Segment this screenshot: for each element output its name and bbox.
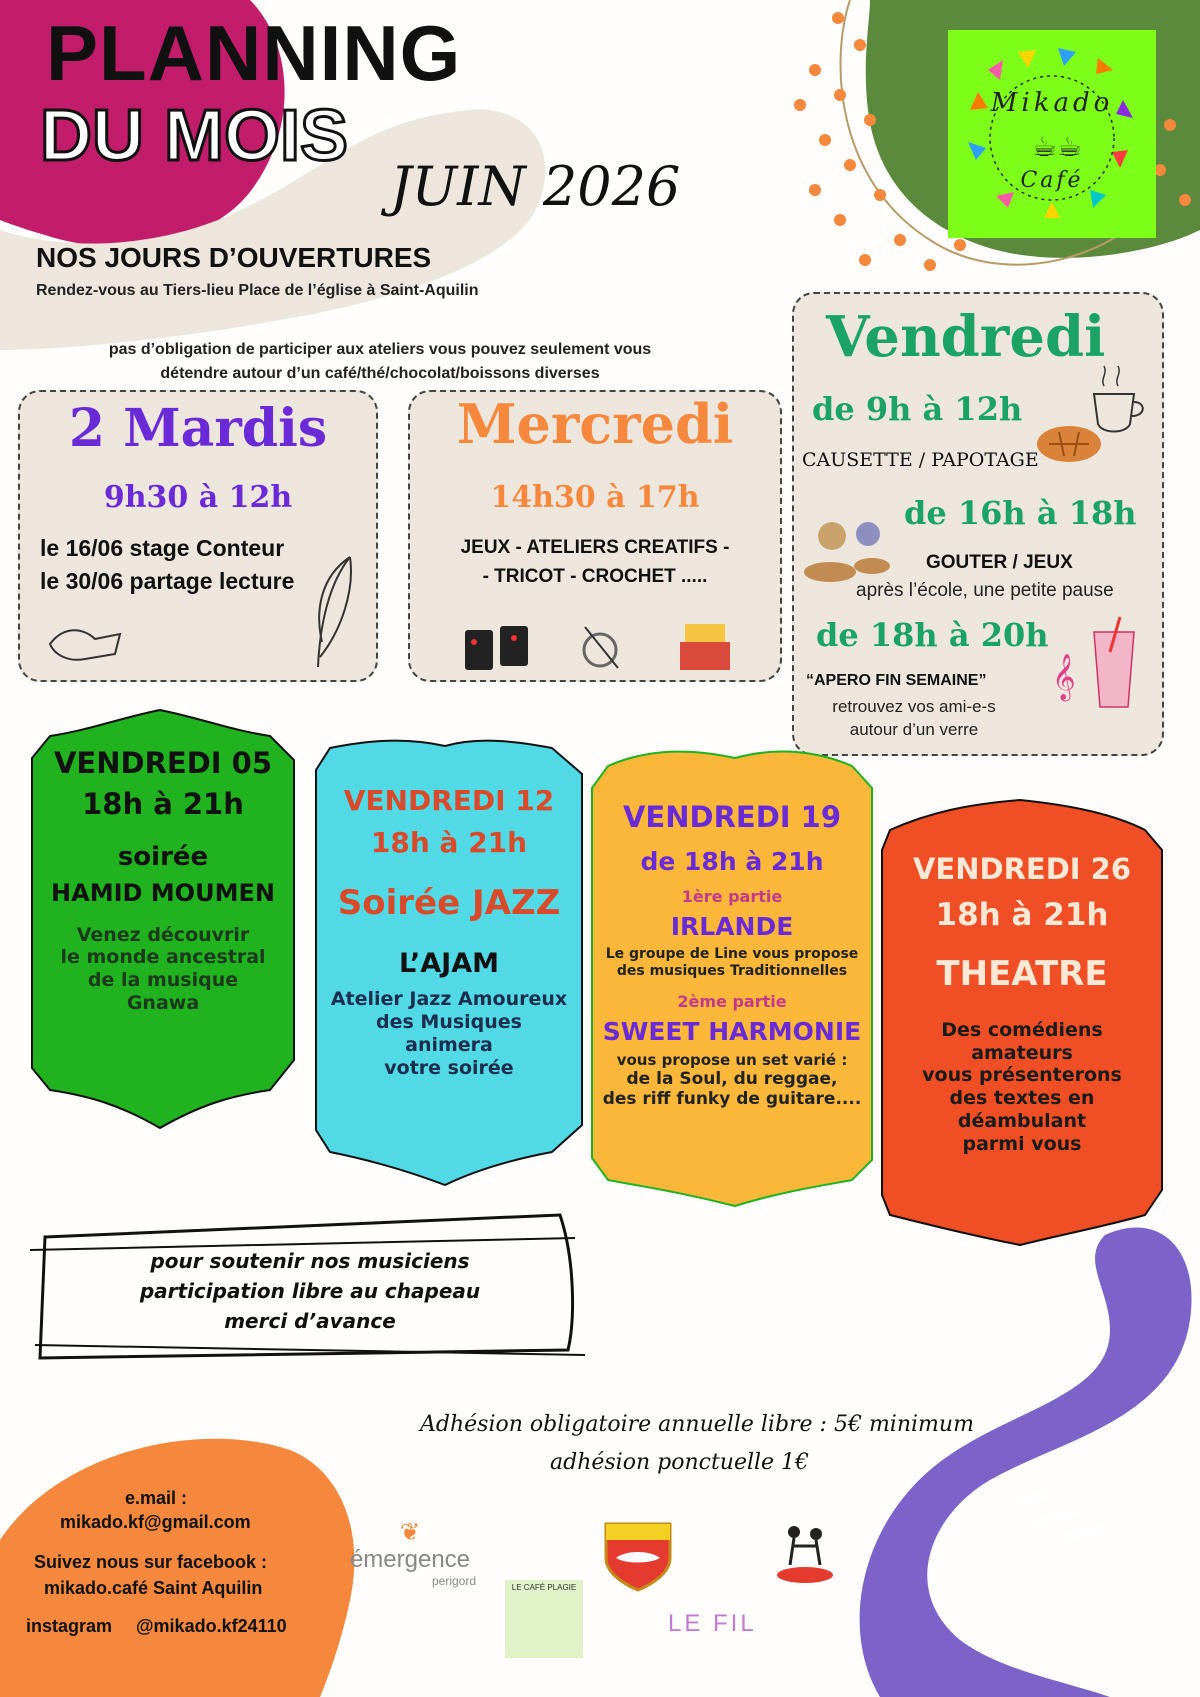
mardi-time: 9h30 à 12h — [103, 480, 293, 515]
event-05-time: 18h à 21h — [82, 786, 244, 821]
event-12-time: 18h à 21h — [370, 825, 528, 859]
logo-cafe: Café — [1020, 168, 1084, 193]
hands-book-icon — [45, 614, 125, 664]
support-box — [60, 1246, 560, 1336]
vendredi-slot1-text: CAUSETTE / PAPOTAGE — [802, 449, 1039, 471]
vendredi-box — [792, 292, 1164, 756]
coffee-croissant-icon — [1034, 364, 1154, 474]
instagram-handle[interactable]: @mikado.kf24110 — [136, 1616, 287, 1636]
mercredi-details — [410, 534, 780, 591]
event-05-desc-line: le monde ancestral — [60, 946, 266, 969]
vendredi-slot2-text: GOUTER / JEUX — [926, 552, 1073, 573]
email-address[interactable]: mikado.kf@gmail.com — [60, 1512, 251, 1532]
event-05-desc — [32, 924, 294, 1015]
logo-mikado: Mikado — [990, 88, 1114, 118]
event-05 — [32, 746, 294, 1015]
event-19-desc-line: vous propose un set varié : — [616, 1050, 848, 1069]
vendredi-slot2-sub: après l’école, une petite pause — [856, 580, 1114, 601]
support-line-3: merci d’avance — [224, 1309, 396, 1333]
title-du-mois: DU MOIS — [40, 96, 349, 176]
event-19-part2-desc — [592, 1051, 872, 1110]
event-05-desc-line: Venez découvrir — [76, 923, 250, 946]
event-12-band: L’AJAM — [399, 947, 499, 979]
craft-box-icon — [680, 642, 730, 670]
yarn-icon — [584, 634, 616, 666]
event-19-part2-label: 2ème partie — [677, 991, 787, 1011]
svg-text:𝄞: 𝄞 — [1052, 654, 1076, 700]
facebook-handle[interactable]: mikado.café Saint Aquilin — [44, 1578, 263, 1598]
vendredi-slot3-sub1: retrouvez vos ami-e-s — [832, 697, 996, 716]
event-12-desc-line: des Musiques — [376, 1011, 522, 1034]
mercredi-box — [408, 390, 782, 682]
vendredi-slot3-sub2: autour d’un verre — [849, 719, 979, 739]
event-26-time: 18h à 21h — [935, 896, 1109, 933]
event-05-title1: soirée — [117, 841, 209, 872]
emergence-text: émergence — [349, 1546, 471, 1573]
vendredi-slot1-time: de 9h à 12h — [812, 390, 1023, 428]
event-05-desc-line: Gnawa — [126, 991, 200, 1014]
event-26-desc-line: parmi vous — [962, 1132, 1082, 1155]
mercredi-title: Mercredi — [456, 392, 734, 456]
event-26-desc-line: déambulant — [957, 1109, 1087, 1132]
event-26-desc-line: des textes en — [949, 1087, 1095, 1110]
event-26-desc — [882, 1019, 1162, 1156]
event-19-desc-line: de la Soul, du reggae, — [626, 1068, 838, 1089]
dancers-icon — [770, 1520, 840, 1590]
mardi-details — [40, 532, 294, 599]
mercredi-time: 14h30 à 17h — [490, 480, 700, 515]
mardi-box — [18, 390, 378, 682]
mardi-title: 2 Mardis — [68, 398, 328, 459]
event-19-part1-label: 1ère partie — [681, 886, 783, 906]
event-12-desc-line: Atelier Jazz Amoureux — [330, 988, 568, 1011]
membership-punctual: adhésion ponctuelle 1€ — [550, 1450, 810, 1475]
note-line-2: détendre autour d’un café/thé/chocolat/boissons diverses — [160, 365, 600, 382]
event-12 — [316, 784, 582, 1080]
cafe-partner-text: LE CAFÉ PLAGIE — [511, 1583, 577, 1592]
title-planning: PLANNING — [46, 9, 462, 97]
opening-days-heading: NOS JOURS D’OUVERTURES — [36, 242, 432, 273]
vendredi-slot2-time: de 16h à 18h — [904, 494, 1137, 532]
emergence-logo — [330, 1518, 490, 1588]
event-19-desc-line: Le groupe de Line vous propose — [605, 945, 859, 962]
instagram-label: instagram — [26, 1616, 113, 1636]
event-26 — [882, 852, 1162, 1156]
email-label: e.mail : — [125, 1488, 188, 1508]
mardi-line-2: le 30/06 partage lecture — [40, 568, 295, 595]
snack-icon — [800, 514, 900, 589]
event-26-day: VENDREDI 26 — [912, 852, 1132, 886]
feather-icon — [310, 552, 360, 672]
membership-annual: Adhésion obligatoire annuelle libre : 5€ minimum — [420, 1412, 974, 1437]
event-26-desc-line: Des comédiens — [941, 1018, 1103, 1041]
event-05-desc-line: de la musique — [87, 969, 239, 992]
domino-icon — [465, 630, 493, 670]
event-05-day: VENDREDI 05 — [53, 746, 273, 780]
event-12-desc-line: animera — [405, 1033, 493, 1056]
event-19-part2-title: SWEET HARMONIE — [602, 1016, 862, 1046]
event-26-desc-line: vous présenterons — [922, 1064, 1122, 1087]
le-fil-logo: LE FIL — [668, 1610, 757, 1637]
vendredi-title: Vendredi — [826, 304, 1106, 370]
cafe-partner-logo — [505, 1580, 583, 1658]
support-line-1: pour soutenir nos musiciens — [150, 1249, 470, 1273]
event-19-desc-line: des musiques Traditionnelles — [616, 962, 848, 979]
vendredi-slot3-text: “APERO FIN SEMAINE” — [806, 672, 987, 689]
event-26-desc-line: amateurs — [971, 1041, 1073, 1064]
emergence-sub: perigord — [431, 1574, 476, 1588]
note-line-1: pas d’obligation de participer aux ateliers vous pouvez seulement vous — [108, 341, 652, 358]
event-19 — [592, 800, 872, 1110]
leaf-icon: ❦ — [399, 1518, 421, 1546]
optional-note — [30, 338, 730, 386]
support-line-2: participation libre au chapeau — [139, 1279, 481, 1303]
event-05-title2: HAMID MOUMEN — [51, 878, 275, 907]
event-19-part1-title: IRLANDE — [670, 911, 794, 941]
location-text: Rendez-vous au Tiers-lieu Place de l’église à Saint-Aquilin — [36, 282, 479, 299]
games-crafts-icons — [460, 612, 750, 672]
vendredi-slot3-time: de 18h à 20h — [816, 616, 1049, 654]
event-12-desc — [316, 988, 582, 1079]
month-title: JUIN 2026 — [390, 155, 681, 218]
event-19-time: de 18h à 21h — [640, 846, 824, 876]
event-19-day: VENDREDI 19 — [622, 800, 842, 834]
mercredi-line-2: - TRICOT - CROCHET ..... — [482, 565, 708, 587]
event-19-part1-desc — [592, 946, 872, 980]
coffee-cups-icon: ☕☕ — [1032, 130, 1083, 163]
event-12-title: Soirée JAZZ — [337, 883, 561, 924]
facebook-label: Suivez nous sur facebook : — [34, 1552, 268, 1572]
mardi-line-1: le 16/06 stage Conteur — [40, 535, 285, 561]
event-12-day: VENDREDI 12 — [343, 784, 555, 817]
mikado-cafe-logo — [948, 30, 1156, 238]
mercredi-line-1: JEUX - ATELIERS CREATIFS - — [460, 537, 730, 558]
swoosh-dashes — [1010, 1490, 1106, 1543]
event-12-desc-line: votre soirée — [384, 1056, 514, 1079]
event-19-desc-line: des riff funky de guitare.... — [602, 1089, 862, 1110]
purple-swoosh — [860, 1228, 1192, 1697]
event-26-title: THEATRE — [936, 953, 1108, 994]
coat-of-arms-icon — [600, 1518, 676, 1594]
